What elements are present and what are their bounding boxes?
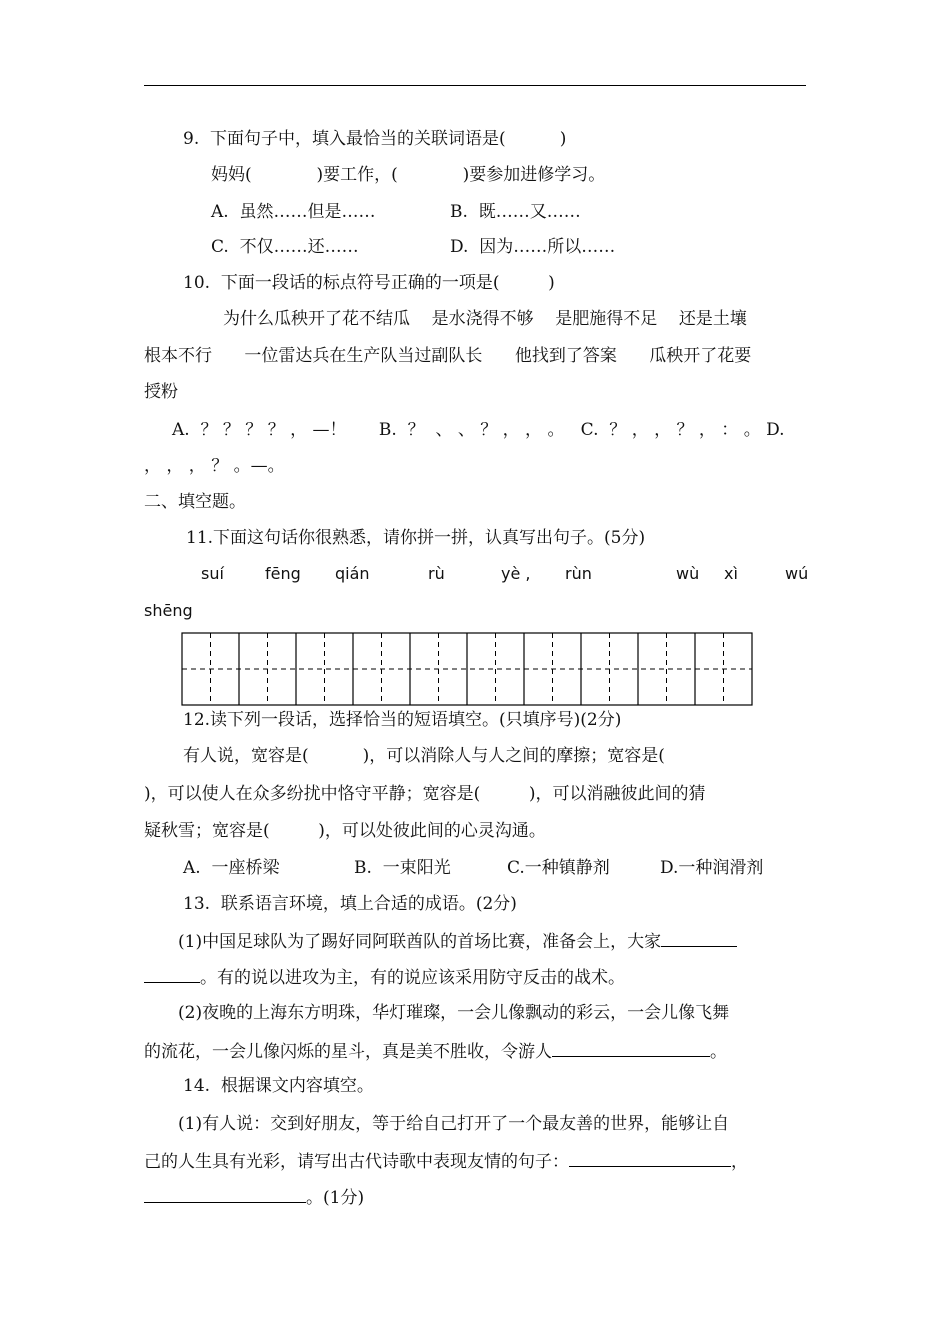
pinyin-syllable: yè ,: [501, 564, 531, 583]
pinyin-syllable: rùn: [565, 564, 592, 583]
q10-stem: 10. 下面一段话的标点符号正确的一项是( ): [183, 273, 555, 293]
q13-part2-line2: [144, 1040, 727, 1063]
q13-part1-line2: [144, 966, 625, 989]
q13-stem: 13. 联系语言环境，填上合适的成语。(2分): [183, 894, 517, 914]
q13-part1-text: (1)中国足球队为了踢好同阿联酋队的首场比赛，准备会上，大家: [178, 932, 662, 952]
q13-part2-text: 的流花，一会儿像闪烁的星斗，真是美不胜收，令游人: [144, 1042, 552, 1062]
q9-sentence: 妈妈( )要工作，( )要参加进修学习。: [211, 165, 606, 185]
q10-options-line2: ， ， ， ？ 。—。: [144, 456, 285, 476]
pinyin-syllable: qián: [335, 564, 370, 583]
pinyin-syllable: xì: [724, 564, 738, 583]
q14-stem: 14. 根据课文内容填空。: [183, 1076, 374, 1096]
q12-option-c: C.一种镇静剂: [507, 858, 610, 878]
pinyin-syllable-last: shēng: [144, 601, 193, 620]
pinyin-syllable: fēng: [265, 564, 301, 583]
q13-part2-line1: (2)夜晚的上海东方明珠，华灯璀璨，一会儿像飘动的彩云，一会儿像飞舞: [178, 1003, 730, 1023]
writing-grid[interactable]: [181, 631, 753, 707]
pinyin-syllable: wú: [785, 564, 809, 583]
q10-options-line1: A. ？ ？ ？ ？ ， —！ B. ？ 、 、 ？ ， ， 。 C. ？ ， ， ？ ， ： 。 D.: [172, 420, 785, 440]
answer-blank[interactable]: [144, 966, 200, 983]
q9-stem: 9. 下面句子中，填入最恰当的关联词语是( ): [183, 129, 567, 149]
answer-blank[interactable]: [144, 1186, 306, 1203]
q10-passage-line3: 授粉: [144, 382, 178, 402]
q12-option-d: D.一种润滑剂: [660, 858, 764, 878]
q14-line2-end: ，: [731, 1152, 748, 1172]
section-title: 二、填空题。: [144, 492, 246, 512]
pinyin-syllable: suí: [201, 564, 224, 583]
q13-part2-end: 。: [710, 1042, 727, 1062]
q12-stem: 12.读下列一段话，选择恰当的短语填空。(只填序号)(2分): [183, 710, 622, 730]
q14-line2-text: 己的人生具有光彩，请写出古代诗歌中表现友情的句子：: [144, 1152, 569, 1172]
answer-blank[interactable]: [569, 1150, 731, 1167]
q13-part1-line1: [178, 930, 737, 953]
q9-option-b: B. 既……又……: [450, 202, 581, 222]
pinyin-syllable: wù: [676, 564, 700, 583]
q12-line3: 疑秋雪；宽容是( )，可以处彼此间的心灵沟通。: [144, 821, 546, 841]
q10-passage-line2: 根本不行 一位雷达兵在生产队当过副队长 他找到了答案 瓜秧开了花要: [144, 346, 752, 366]
q12-option-b: B. 一束阳光: [354, 858, 451, 878]
q9-option-c: C. 不仅……还……: [211, 237, 359, 257]
q12-line1: 有人说，宽容是( )，可以消除人与人之间的摩擦；宽容是(: [183, 746, 665, 766]
q14-line2: [144, 1150, 748, 1173]
q14-line1: (1)有人说：交到好朋友，等于给自己打开了一个最友善的世界，能够让自: [178, 1114, 730, 1134]
q11-stem: 11.下面这句话你很熟悉，请你拼一拼，认真写出句子。(5分): [186, 528, 646, 548]
pinyin-syllable: rù: [428, 564, 445, 583]
q14-line3-end: 。(1分): [306, 1188, 365, 1208]
q9-option-d: D. 因为……所以……: [450, 237, 616, 257]
answer-blank[interactable]: [552, 1040, 710, 1057]
q12-option-a: A. 一座桥梁: [183, 858, 280, 878]
answer-blank[interactable]: [661, 930, 737, 947]
header-rule: [144, 85, 806, 86]
q10-passage-line1: 为什么瓜秧开了花不结瓜 是水浇得不够 是肥施得不足 还是土壤: [223, 309, 747, 329]
q12-line2: )，可以使人在众多纷扰中恪守平静；宽容是( )，可以消融彼此间的猜: [144, 784, 706, 804]
q14-line3: [144, 1186, 364, 1209]
q13-part1-text2: 。有的说以进攻为主，有的说应该采用防守反击的战术。: [200, 968, 625, 988]
q9-option-a: A. 虽然……但是……: [211, 202, 376, 222]
